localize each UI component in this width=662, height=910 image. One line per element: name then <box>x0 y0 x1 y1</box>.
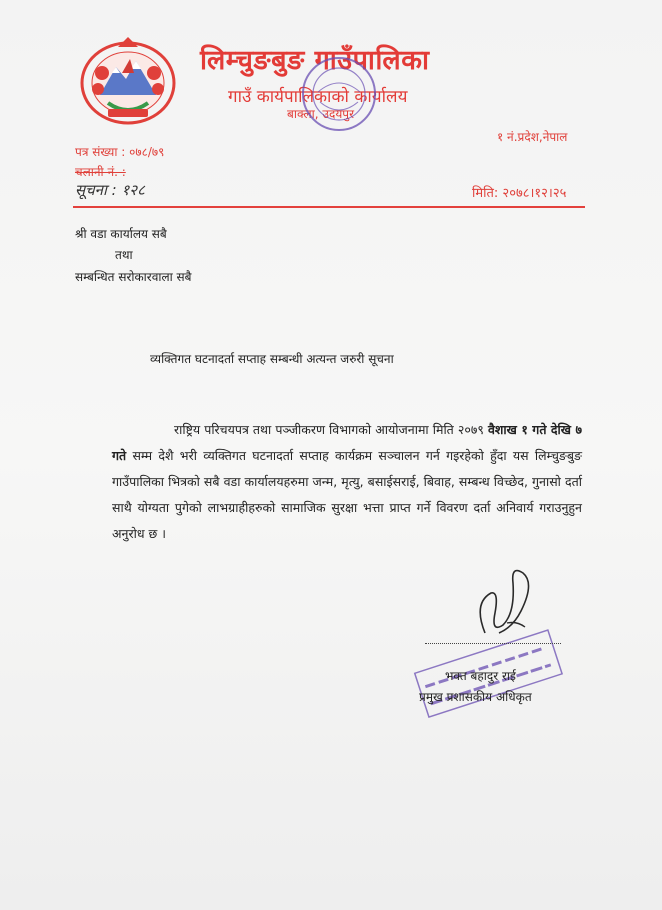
addressee-line-2: तथा <box>115 248 133 262</box>
header-divider <box>73 206 585 208</box>
province-label: १ नं.प्रदेश,नेपाल <box>497 130 568 144</box>
body-date-range: वैशाख १ गते देखि ७ गते <box>112 422 582 463</box>
municipality-title: लिम्चुङबुङ गाउँपालिका <box>200 45 430 76</box>
letter-date: मिति: २०७८।१२।२५ <box>472 186 567 201</box>
office-subtitle: गाउँ कार्यपालिकाको कार्यालय <box>228 87 408 107</box>
addressee-line-3: सम्बन्धित सरोकारवाला सबै <box>75 270 192 284</box>
office-seal-stamp <box>298 52 380 136</box>
signatory-title: प्रमुख प्रशासकीय अधिकृत <box>419 690 532 704</box>
addressee-line-1: श्री वडा कार्यालय सबै <box>75 227 167 241</box>
body-text-part-1: राष्ट्रिय परिचयपत्र तथा पञ्जीकरण विभागको आयोजनामा मिति २०७९ <box>174 422 488 437</box>
signatory-name: भक्त बहादुर राई <box>445 669 516 683</box>
letter-subject: व्यक्तिगत घटनादर्ता सप्ताह सम्बन्धी अत्यन्त जरुरी सूचना <box>150 352 394 366</box>
handwritten-notice-number: सूचना : १२८ <box>75 181 145 199</box>
signature-line <box>425 643 561 644</box>
reference-number: पत्र संख्या : ०७८/७९ <box>75 145 165 159</box>
dispatch-number: चलानी नं. : <box>75 165 126 179</box>
office-location: बाक्ला, उदयपुर <box>287 107 355 121</box>
body-text-part-2: सम्म देशै भरी व्यक्तिगत घटनादर्ता सप्ताह कार्यक्रम सञ्चालन गर्न गइरहेको हुँदा यस लिम्चुङबुङ गाउँपालिका भित्रको सबै वडा कार्यालयहरुमा जन्म, मृत्यु, बसाईसराई, बिवाह, सम्बन्ध विच्छेद, गुनासो दर्ता साथै योग्यता पुगेको लाभग्राहीहरुको सामाजिक सुरक्षा भत्ता प्राप्त गर्ने विवरण दर्ता अनिवार्य गराउनुहुन अनुरोध छ । <box>112 448 582 541</box>
letter-body <box>112 417 582 547</box>
nepal-emblem-logo <box>78 33 178 125</box>
